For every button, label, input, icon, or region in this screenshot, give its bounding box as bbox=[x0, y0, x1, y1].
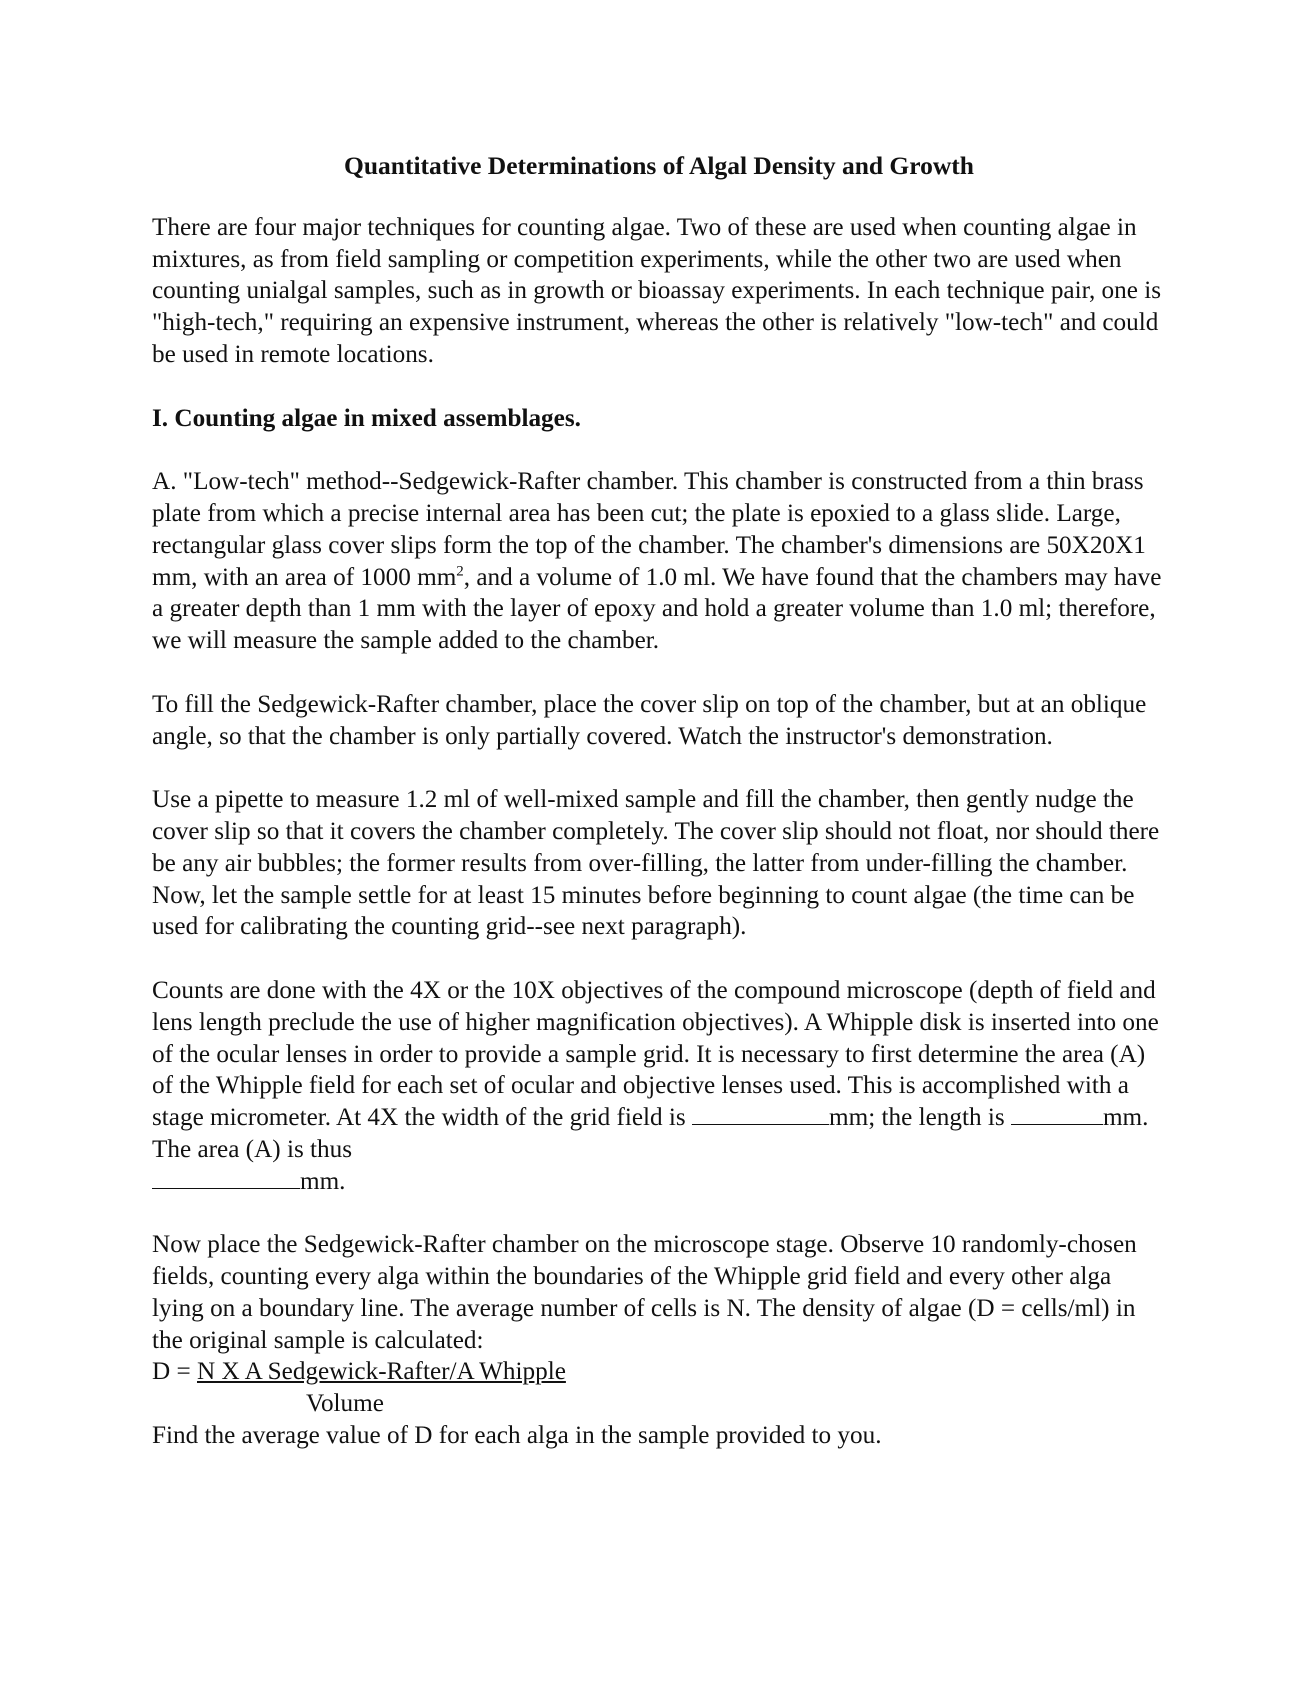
counts-text-part3: mm. The area (A) is thus bbox=[152, 1104, 1149, 1163]
document-page bbox=[152, 150, 1162, 1452]
chamber-text-part1: A. "Low-tech" method--Sedgewick-Rafter chamber. This chamber is constructed from a thin brass plate from which a precise internal area has been cut; the plate is epoxied to a glass slide. Large, rectangular glass cover slips form the top of the chamber. The chamber's dimensions are 50X20X1 mm, with an area of 1000 mm bbox=[152, 468, 1146, 591]
chamber-description-paragraph bbox=[152, 466, 1162, 657]
counts-text-part2: mm; the length is bbox=[829, 1104, 1011, 1132]
counts-text-part4: mm. bbox=[300, 1167, 346, 1195]
density-section bbox=[152, 1229, 1162, 1452]
length-blank bbox=[1011, 1102, 1103, 1125]
intro-paragraph: There are four major techniques for counting algae. Two of these are used when counting algae in mixtures, as from field sampling or competition experiments, while the other two are used when counting unialgal samples, such as in growth or bioassay experiments. In each technique pair, one is "high-tech," requiring an expensive instrument, whereas the other is relatively "low-tech" and could be used in remote locations. bbox=[152, 213, 1162, 368]
formula-numerator: N X A Sedgewick-Rafter/A Whipple bbox=[197, 1358, 566, 1386]
formula-prefix: D = bbox=[152, 1358, 197, 1386]
density-formula bbox=[152, 1356, 1162, 1388]
fill-chamber-paragraph: To fill the Sedgewick-Rafter chamber, place the cover slip on top of the chamber, but at an oblique angle, so that the chamber is only partially covered. Watch the instructor's demonstration. bbox=[152, 690, 1147, 750]
pipette-paragraph: Use a pipette to measure 1.2 ml of well-mixed sample and fill the chamber, then gently nudge the cover slip so that it covers the chamber completely. The cover slip should not float, nor should there be any air bubbles; the former results from over-filling, the latter from under-filling the chamber. Now, let the sample settle for at least 15 minutes before beginning to count algae (the time can be used for calibrating the counting grid--see next paragraph). bbox=[152, 786, 1160, 941]
area-blank bbox=[152, 1166, 300, 1189]
width-blank bbox=[692, 1102, 829, 1125]
final-instruction: Find the average value of D for each alga in the sample provided to you. bbox=[152, 1422, 882, 1450]
observation-text: Now place the Sedgewick-Rafter chamber on the microscope stage. Observe 10 randomly-chosen fields, counting every alga within the boundaries of the Whipple grid field and every other alga lying on a boundary line. The average number of cells is N. The density of algae (D = cells/ml) in the original sample is calculated: bbox=[152, 1231, 1137, 1354]
document-title: Quantitative Determinations of Algal Density and Growth bbox=[344, 151, 974, 180]
counts-paragraph bbox=[152, 975, 1162, 1198]
chamber-text-part2: , and a volume of 1.0 ml. We have found that the chambers may have a greater depth than 1 mm with the layer of epoxy and hold a greater volume than 1.0 ml; therefore, we will measure the sample added to the chamber. bbox=[152, 563, 1162, 655]
formula-denominator: Volume bbox=[306, 1390, 384, 1418]
section-heading: I. Counting algae in mixed assemblages. bbox=[152, 404, 581, 432]
superscript-2: 2 bbox=[456, 563, 464, 580]
counts-text-part1: Counts are done with the 4X or the 10X objectives of the compound microscope (depth of field and lens length preclude the use of higher magnification objectives). A Whipple disk is inserted into one of the ocular lenses in order to provide a sample grid. It is necessary to first determine the area (A) of the Whipple field for each set of ocular and objective lenses used. This is accomplished with a stage micrometer. At 4X the width of the grid field is bbox=[152, 976, 1159, 1132]
